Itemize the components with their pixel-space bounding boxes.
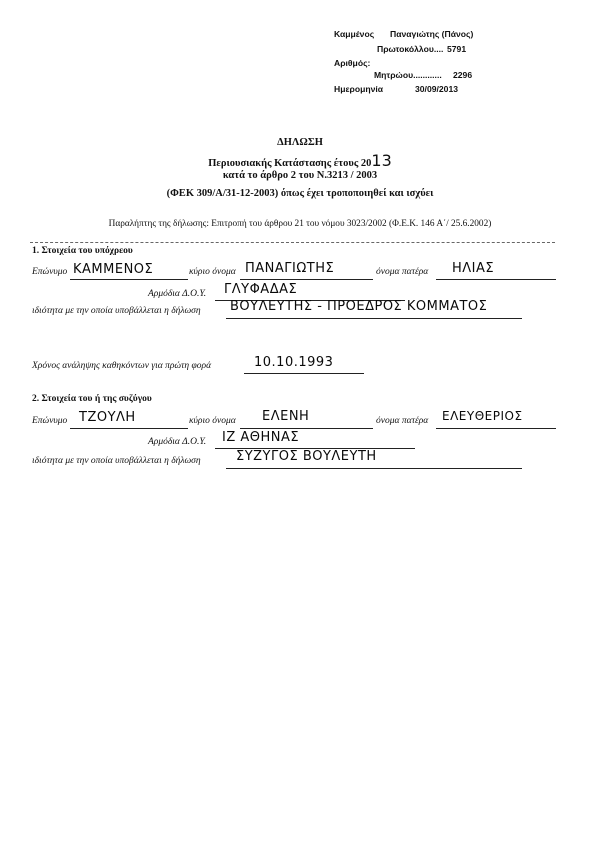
s2-surname-value: ΤΖΟΥΛΗ: [79, 410, 136, 425]
header-registry-value: 2296: [453, 70, 473, 80]
s2-surname-label: Επώνυμο: [32, 416, 68, 426]
header-protocol-value: 5791: [447, 44, 467, 54]
separator-line: [30, 242, 555, 243]
s2-firstname-label: κύριο όνομα: [189, 416, 236, 426]
title-line-2-prefix: Περιουσιακής Κατάστασης έτους 20: [208, 158, 372, 169]
title-line-1: ΔΗΛΩΣΗ: [277, 137, 323, 148]
header-name-label: Καμμένος: [334, 29, 375, 39]
recipient-line: Παραλήπτης της δήλωσης: Επιτροπή του άρθρου 21 του νόμου 3023/2002 (Φ.Ε.Κ. 146 Α΄/ 25.6.2002): [108, 219, 492, 229]
s1-tax-office-value: ΓΛΥΦΑΔΑΣ: [224, 282, 298, 297]
s2-father-line: [436, 428, 556, 429]
s1-capacity-line: [226, 318, 522, 319]
header-registry-label: Μητρώου............: [374, 70, 442, 80]
header-protocol-label: Πρωτοκόλλου....: [377, 44, 444, 54]
title-year-handwritten: 13: [371, 151, 392, 170]
header-number-label: Αριθμός:: [334, 58, 371, 68]
s2-father-label: όνομα πατέρα: [376, 416, 429, 426]
header-date-label: Ημερομηνία: [334, 84, 384, 94]
s1-firstname-label: κύριο όνομα: [189, 267, 236, 277]
s1-start-line: [244, 373, 364, 374]
s1-tax-office-label: Αρμόδια Δ.Ο.Υ.: [148, 289, 207, 299]
section-2-heading: 2. Στοιχεία του ή της συζύγου: [32, 394, 152, 404]
s1-start-label: Χρόνος ανάληψης καθηκόντων για πρώτη φορά: [32, 361, 212, 371]
s1-father-value: ΗΛΙΑΣ: [452, 261, 495, 276]
title-line-3: κατά το άρθρο 2 του Ν.3213 / 2003: [222, 170, 378, 181]
s1-firstname-value: ΠΑΝΑΓΙΩΤΗΣ: [245, 261, 335, 276]
s2-firstname-line: [240, 428, 373, 429]
s2-capacity-value: ΣΥΖΥΓΟΣ ΒΟΥΛΕΥΤΗ: [236, 449, 377, 464]
header-name-value: Παναγιώτης (Πάνος): [390, 29, 474, 39]
s1-start-value: 10.10.1993: [254, 355, 334, 370]
header-date-value: 30/09/2013: [415, 84, 459, 94]
s1-father-label: όνομα πατέρα: [376, 267, 429, 277]
s1-surname-label: Επώνυμο: [32, 267, 68, 277]
s2-tax-office-label: Αρμόδια Δ.Ο.Υ.: [148, 437, 207, 447]
s1-surname-line: [70, 279, 188, 280]
s2-capacity-label: ιδιότητα με την οποία υποβάλλεται η δήλωση: [32, 456, 201, 466]
s2-father-value: ΕΛΕΥΘΕΡΙΟΣ: [442, 409, 523, 423]
s1-capacity-label: ιδιότητα με την οποία υποβάλλεται η δήλωση: [32, 306, 201, 316]
title-line-4: (ΦΕΚ 309/Α/31-12-2003) όπως έχει τροποποιηθεί και ισχύει: [166, 188, 434, 199]
title-line-2: [0, 151, 600, 170]
s1-firstname-line: [240, 279, 373, 280]
s2-surname-line: [70, 428, 188, 429]
s2-tax-office-value: ΙΖ ΑΘΗΝΑΣ: [222, 430, 300, 445]
s1-surname-value: ΚΑΜΜΕΝΟΣ: [73, 262, 154, 277]
s1-father-line: [436, 279, 556, 280]
s1-capacity-value: ΒΟΥΛΕΥΤΗΣ - ΠΡΟΕΔΡΟΣ ΚΟΜΜΑΤΟΣ: [230, 299, 488, 314]
section-1-heading: 1. Στοιχεία του υπόχρεου: [32, 246, 133, 256]
s2-firstname-value: ΕΛΕΝΗ: [262, 409, 310, 424]
s2-capacity-line: [226, 468, 522, 469]
